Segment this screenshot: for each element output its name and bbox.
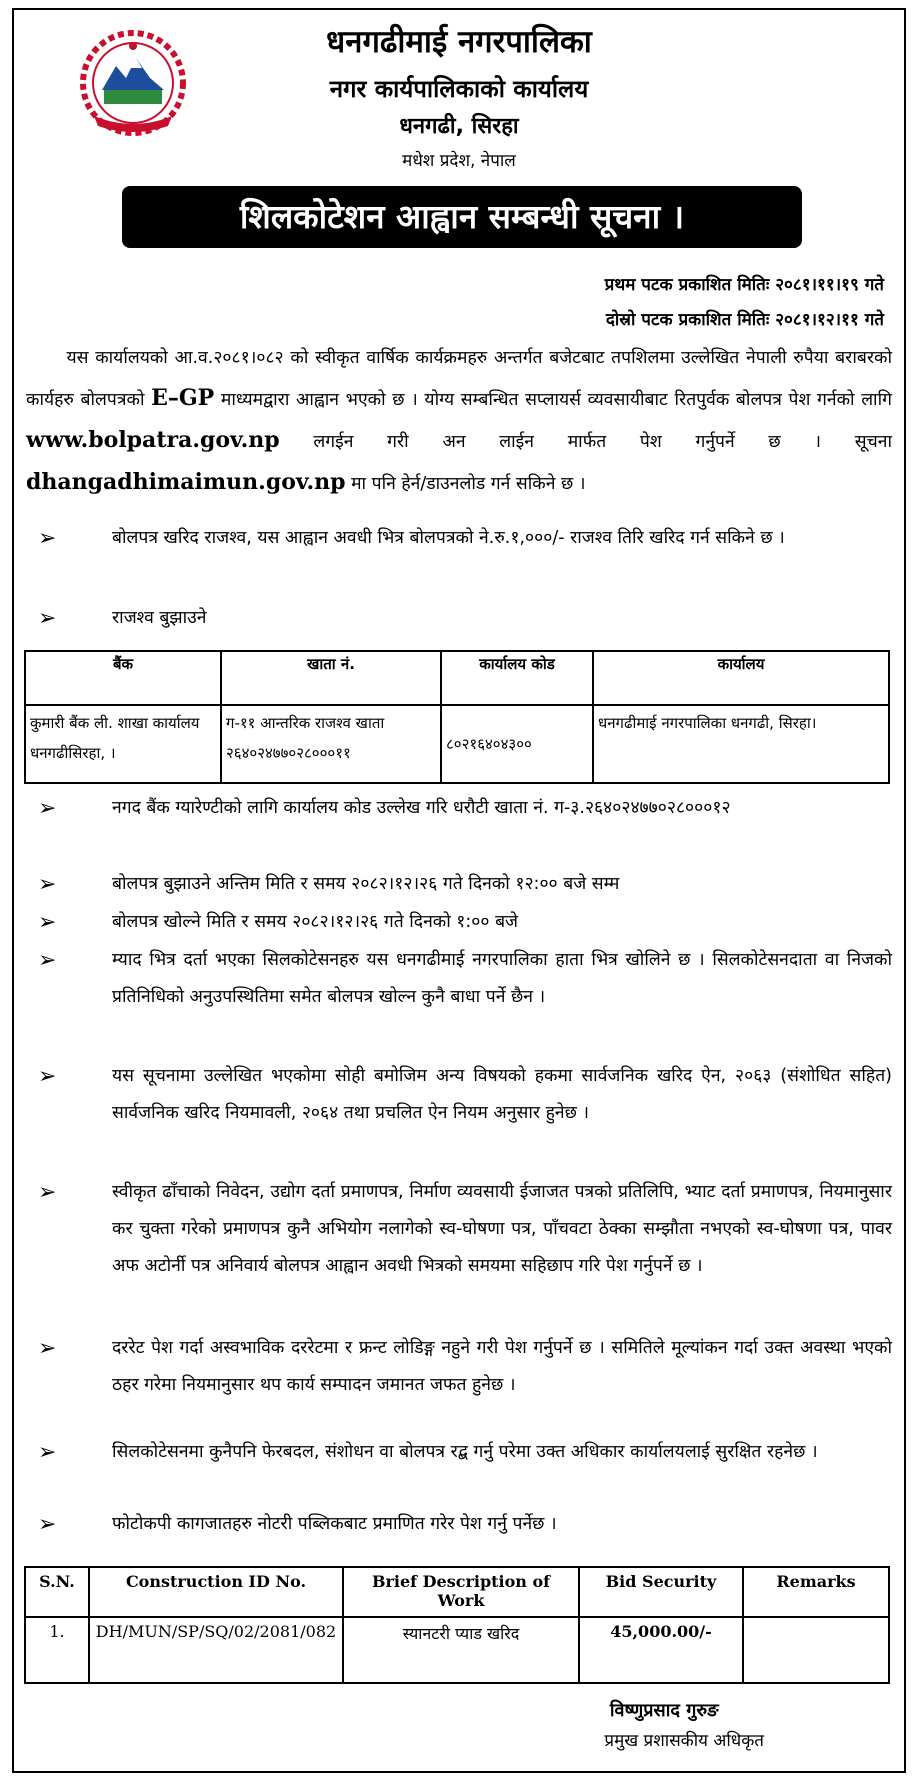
notice-page	[12, 8, 906, 1773]
arrow-bullet-icon: ➢	[38, 1336, 57, 1361]
bullet-text: यस सूचनामा उल्लेखित भएकोमा सोही बमोजिम अन्य विषयको हकमा सार्वजनिक खरिद ऐन, २०६३ (संशोधित सहित) सार्वजनिक खरिद नियमावली, २०६४ तथा प्रचलित ऐन नियम अनुसार हुनेछ ।	[112, 1066, 892, 1123]
table-row	[25, 705, 889, 783]
arrow-bullet-icon: ➢	[38, 1512, 57, 1537]
column-header: बैंक	[25, 651, 221, 705]
arrow-bullet-icon: ➢	[38, 948, 57, 973]
intro-paragraph	[26, 338, 892, 504]
column-header: खाता नं.	[221, 651, 441, 705]
publication-dates	[605, 268, 884, 338]
bullet-item	[26, 1330, 892, 1404]
construction-id-cell: DH/MUN/SP/SQ/02/2081/082	[89, 1617, 343, 1683]
arrow-bullet-icon: ➢	[38, 796, 57, 821]
signatory-name: विष्णुप्रसाद गुरुङ	[609, 1700, 719, 1721]
arrow-bullet-icon: ➢	[38, 606, 57, 631]
column-header: Remarks	[743, 1567, 889, 1617]
bank-name-cell: कुमारी बैंक ली. शाखा कार्यालय धनगढीसिरहा, ।	[25, 705, 221, 783]
table-header-row	[25, 1567, 889, 1617]
bullet-item	[26, 1434, 892, 1471]
bullet-item	[26, 1174, 892, 1285]
remarks-cell	[743, 1617, 889, 1683]
table-row	[25, 1617, 889, 1683]
description-cell: स्यानटरी प्याड खरिद	[343, 1617, 579, 1683]
arrow-bullet-icon: ➢	[38, 1180, 57, 1205]
sn-cell: 1.	[25, 1617, 89, 1683]
arrow-bullet-icon: ➢	[38, 872, 57, 897]
intro-text-4: मा पनि हेर्न/डाउनलोड गर्न सकिने छ ।	[351, 474, 586, 494]
bullet-item	[26, 866, 892, 903]
office-code-cell: ८०२१६४०४३००	[441, 705, 593, 783]
office-name: नगर कार्यपालिकाको कार्यालय	[329, 75, 589, 103]
bullet-item	[26, 904, 892, 941]
arrow-bullet-icon: ➢	[38, 1440, 57, 1465]
bullet-item	[26, 520, 892, 557]
table-header-row	[25, 651, 889, 705]
bullet-item	[26, 942, 892, 1016]
municipality-website-link[interactable]: dhangadhimaimun.gov.np	[26, 469, 346, 495]
notice-title-banner: शिलकोटेशन आह्वान सम्बन्धी सूचना ।	[122, 186, 802, 248]
bullet-text: फोटोकपी कागजातहरु नोटरी पब्लिकबाट प्रमाणित गरेर पेश गर्नु पर्नेछ ।	[112, 1514, 557, 1534]
first-publication-date: प्रथम पटक प्रकाशित मितिः २०८१।११।१९ गते	[604, 275, 884, 295]
bolpatra-link[interactable]: www.bolpatra.gov.np	[26, 427, 280, 453]
column-header: कार्यालय	[593, 651, 889, 705]
intro-text-3: लगईन गरी अन लाईन मार्फत पेश गर्नुपर्ने छ । सूचना	[313, 432, 892, 452]
bullet-item	[26, 790, 892, 827]
arrow-bullet-icon: ➢	[38, 910, 57, 935]
office-cell: धनगढीमाई नगरपालिका धनगढी, सिरहा।	[593, 705, 889, 783]
account-number-cell: ग-११ आन्तरिक राजश्व खाता २६४०२४७७०२८०००११	[221, 705, 441, 783]
intro-text-2: माध्यमद्वारा आह्वान भएको छ । योग्य सम्बन्धित सप्लायर्स व्यवसायीबाट रितपुर्वक बोलपत्र पेश गर्नको लागि	[220, 390, 892, 410]
column-header: Brief Description of Work	[343, 1567, 579, 1617]
column-header: कार्यालय कोड	[441, 651, 593, 705]
bullet-text: बोलपत्र खोल्ने मिति र समय २०८२।१२।२६ गते दिनको १:०० बजे	[112, 912, 519, 932]
bullet-text: नगद बैंक ग्यारेण्टीको लागि कार्यालय कोड उल्लेख गरि धरौटी खाता नं. ग-३.२६४०२४७७०२८०००१२	[112, 798, 731, 818]
bullet-text: बोलपत्र खरिद राजश्व, यस आह्वान अवधी भित्र बोलपत्रको ने.रु.१,०००/- राजश्व तिरि खरिद गर्न सकिने छ ।	[112, 528, 785, 548]
bank-table	[24, 650, 890, 784]
arrow-bullet-icon: ➢	[38, 526, 57, 551]
column-header: S.N.	[25, 1567, 89, 1617]
second-publication-date: दोस्रो पटक प्रकाशित मितिः २०८१।१२।११ गते	[605, 310, 884, 330]
bullet-text: स्वीकृत ढाँचाको निवेदन, उद्योग दर्ता प्रमाणपत्र, निर्माण व्यवसायी ईजाजत पत्रको प्रतिलिपि, भ्याट दर्ता प्रमाणपत्र, नियमानुसार कर चुक्ता गरेको प्रमाणपत्र कुनै अभियोग नलागेको स्व-घोषणा पत्र, पाँचवटा ठेक्का सम्झौता नभएको स्व-घोषणा पत्र, पावर अफ अटोर्नी पत्र अनिवार्य बोलपत्र आह्वान अवधी भित्रको समयमा सहिछाप गरि पेश गर्नुपर्ने छ ।	[112, 1182, 892, 1276]
work-table	[24, 1566, 890, 1684]
bullet-text: म्याद भित्र दर्ता भएका सिलकोटेसनहरु यस धनगढीमाई नगरपालिका हाता भित्र खोलिने छ । सिलकोटेसनदाता वा निजको प्रतिनिधिको अनुउपस्थितिमा समेत बोलपत्र खोल्न कुनै बाधा पर्ने छैन ।	[112, 950, 892, 1007]
bullet-text: बोलपत्र बुझाउने अन्तिम मिति र समय २०८२।१२।२६ गते दिनको १२:०० बजे सम्म	[112, 874, 620, 894]
bullet-text: राजश्व बुझाउने	[112, 608, 207, 628]
intro-text-1: यस कार्यालयको आ.व.२०८१।०८२ को स्वीकृत वार्षिक कार्यक्रमहरु अन्तर्गत बजेटबाट तपशिलमा उल्लेखित नेपाली रुपैया बराबरको कार्यहरु बोलपत्रको	[26, 348, 892, 410]
bullet-text: दररेट पेश गर्दा अस्वभाविक दररेटमा र फ्रन्ट लोडिङ्ग नहुने गरी पेश गर्नुपर्ने छ । समितिले मूल्यांकन गर्दा उक्त अवस्था भएको ठहर गरेमा नियमानुसार थप कार्य सम्पादन जमानत जफत हुनेछ ।	[112, 1338, 892, 1395]
egp-label: E–GP	[151, 385, 215, 411]
signature-block	[564, 1696, 764, 1756]
signatory-title: प्रमुख प्रशासकीय अधिकृत	[604, 1731, 764, 1751]
column-header: Construction ID No.	[89, 1567, 343, 1617]
bullet-item	[26, 1506, 892, 1543]
province-name: मधेश प्रदेश, नेपाल	[402, 151, 516, 171]
bullet-item	[26, 600, 892, 637]
bid-security-cell: 45,000.00/-	[579, 1617, 743, 1683]
column-header: Bid Security	[579, 1567, 743, 1617]
bullet-item	[26, 1058, 892, 1132]
arrow-bullet-icon: ➢	[38, 1064, 57, 1089]
letterhead	[14, 10, 904, 190]
bullet-text: सिलकोटेसनमा कुनैपनि फेरबदल, संशोधन वा बोलपत्र रद्ब गर्नु परेमा उक्त अधिकार कार्यालयलाई सुरक्षित रहनेछ ।	[112, 1442, 818, 1462]
office-location: धनगढी, सिरहा	[399, 114, 519, 139]
municipality-name: धनगढीमाई नगरपालिका	[326, 24, 592, 60]
